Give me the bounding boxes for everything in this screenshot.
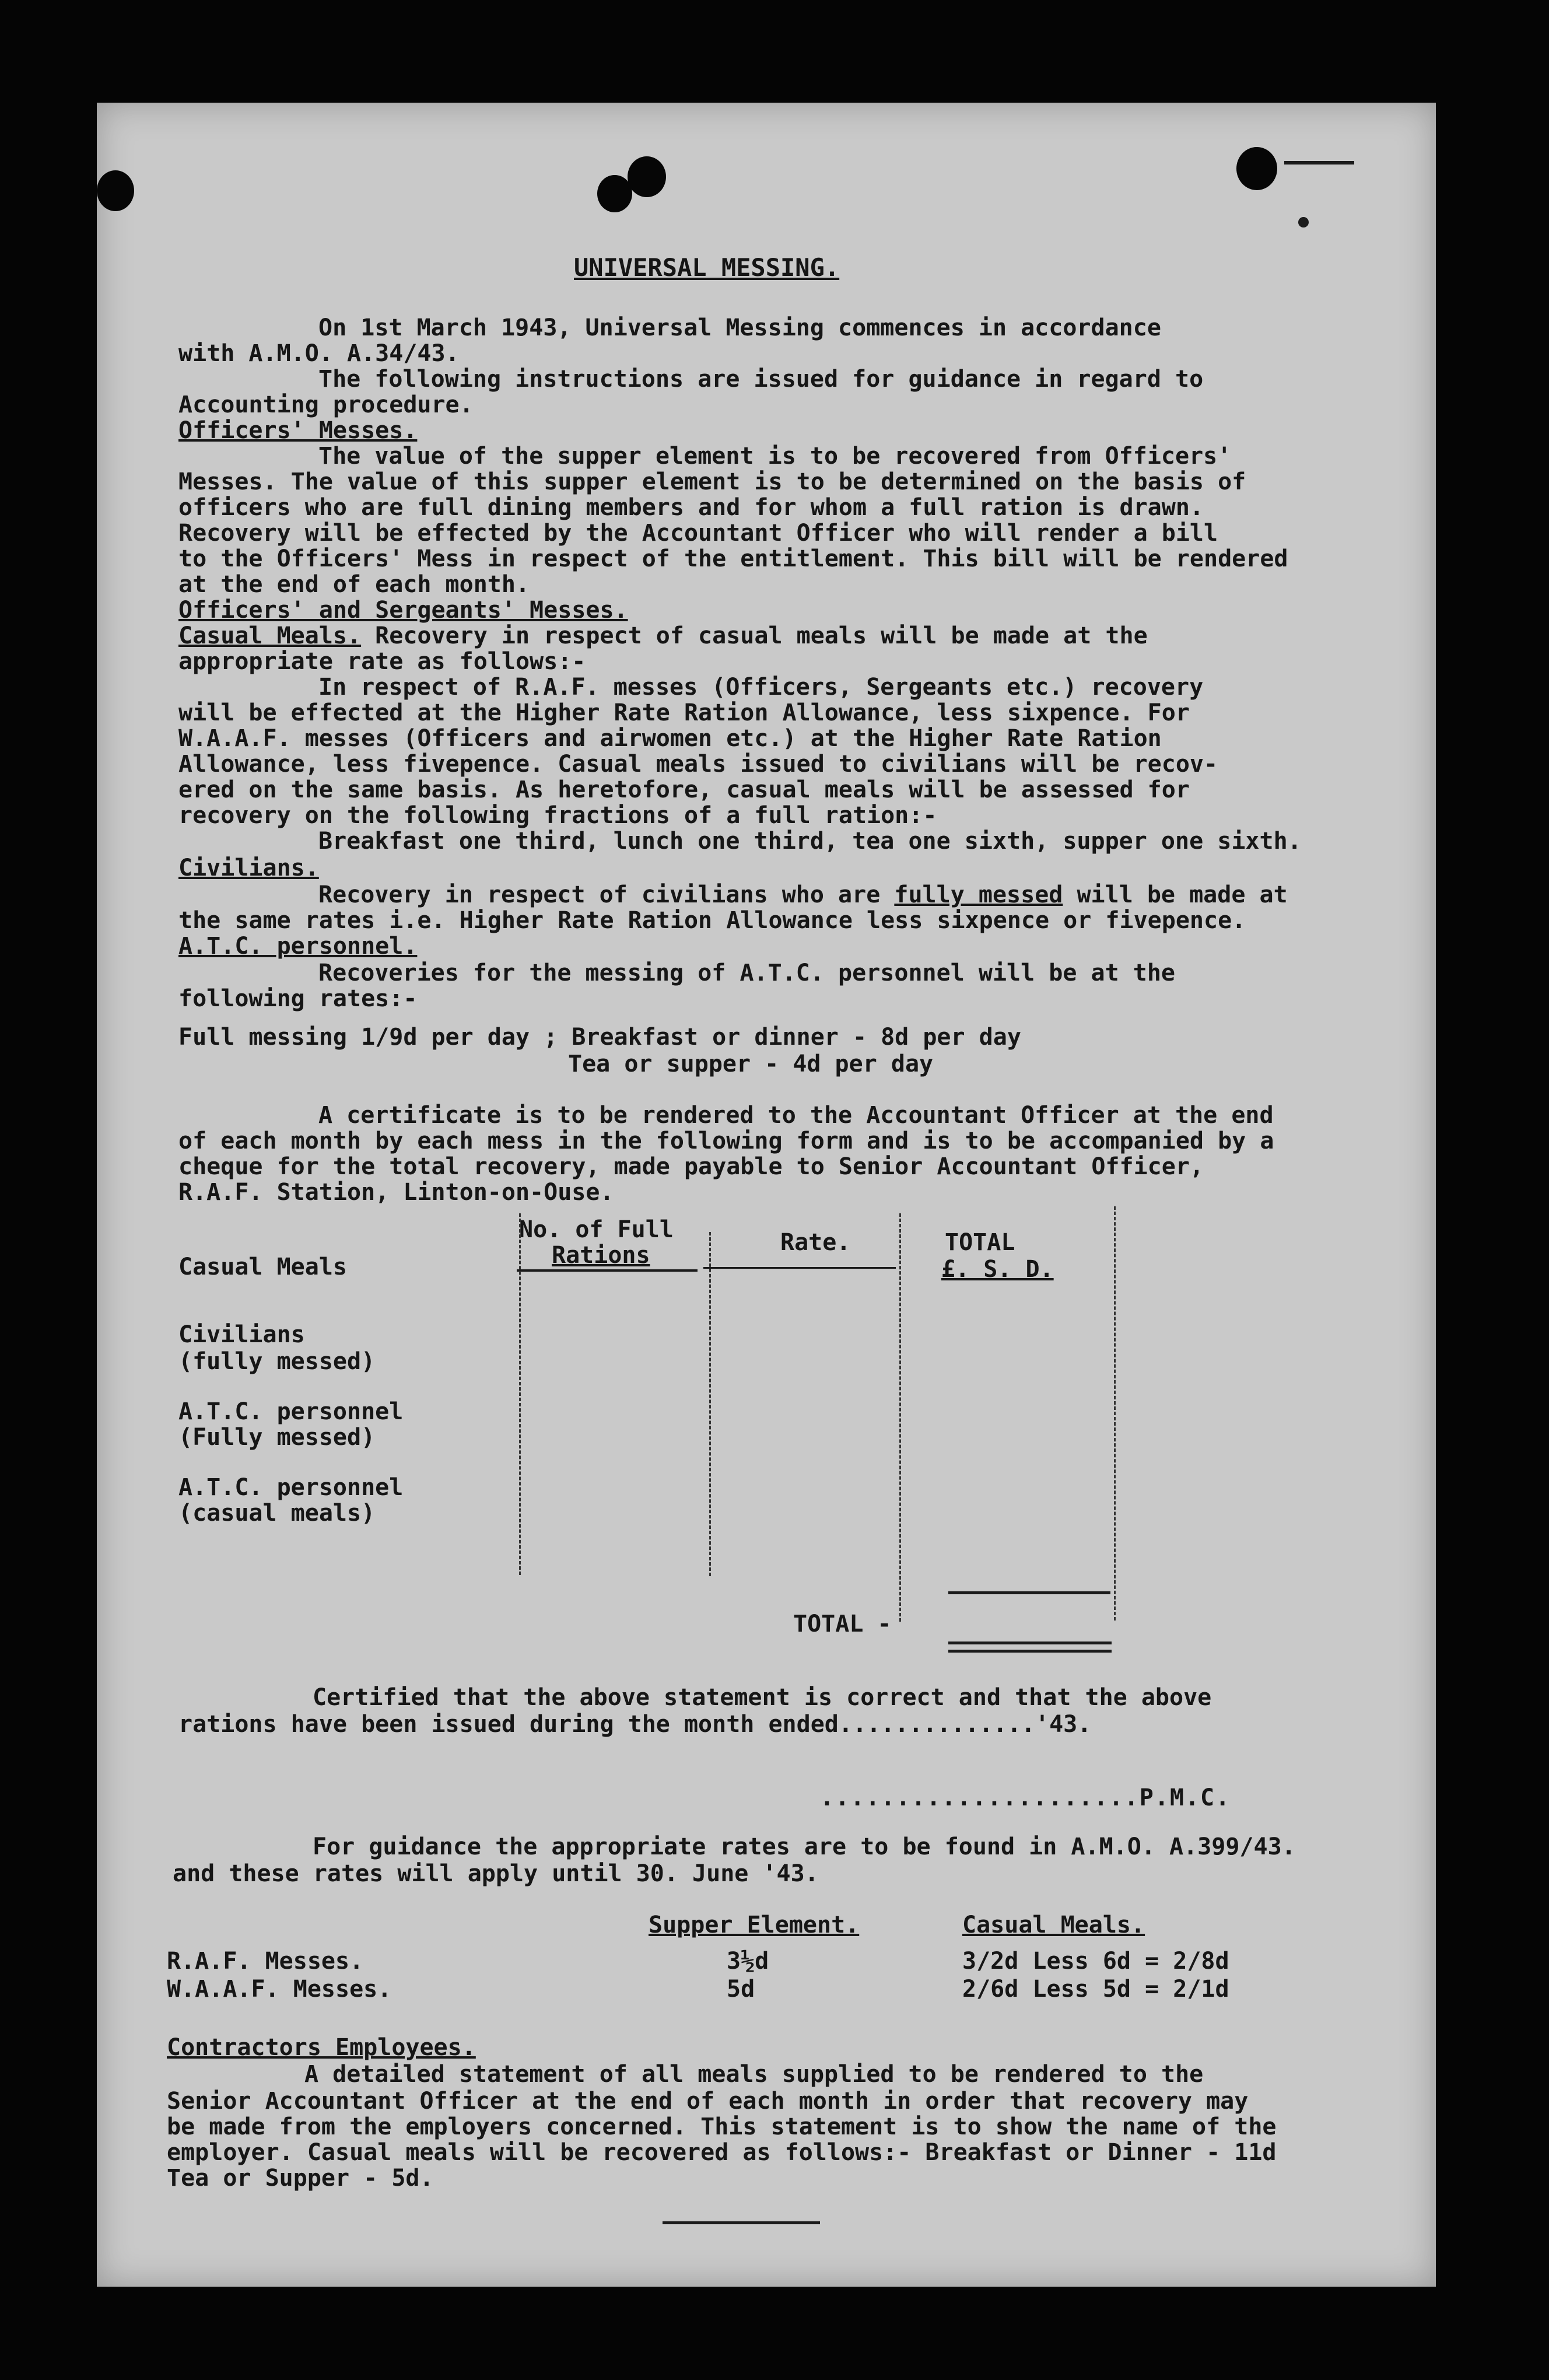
body-line: and these rates will apply until 30. June '43. [173,1860,819,1887]
table-row-label: Civilians [178,1321,305,1348]
total-double-rule [948,1650,1112,1653]
casual-meals-line [178,622,1148,650]
header-rule [517,1269,698,1272]
intro-line: On 1st March 1943, Universal Messing commences in accordance [318,314,1161,341]
punch-hole [597,175,632,212]
atc-rates-line: Full messing 1/9d per day ; Breakfast or dinner - 8d per day [178,1024,1021,1051]
body-line: Senior Accountant Officer at the end of each month in order that recovery may [167,2088,1249,2115]
intro-line: Accounting procedure. [178,391,474,418]
table-row-label: A.T.C. personnel [178,1474,404,1501]
body-line: employer. Casual meals will be recovered as follows:- Breakfast or Dinner - 11d [167,2139,1277,2166]
rates-row-label: W.A.A.F. Messes. [167,1976,392,2003]
body-line: will be effected at the Higher Rate Ration Allowance, less sixpence. For [178,699,1190,726]
signature-line: .....................P.M.C. [820,1784,1231,1811]
rates-row-label: R.A.F. Messes. [167,1948,364,1975]
total-double-rule [948,1642,1112,1644]
atc-rates-line: Tea or supper - 4d per day [568,1051,934,1077]
body-text: Recovery in respect of casual meals will be made at the [361,622,1148,649]
header-rule [703,1267,896,1269]
body-line: Certified that the above statement is correct and that the above [313,1684,1212,1711]
body-line: appropriate rate as follows:- [178,648,586,675]
col-header-rations-2: Rations [552,1242,650,1269]
body-line: recovery on the following fractions of a full ration:- [178,802,937,829]
body-line: The value of the supper element is to be recovered from Officers' [318,443,1232,470]
col-header-rate: Rate. [780,1229,851,1256]
body-line: Breakfast one third, lunch one third, tea one sixth, supper one sixth. [318,828,1302,855]
end-rule [663,2221,820,2224]
table-column-line [709,1232,711,1576]
body-line: Tea or Supper - 5d. [167,2165,434,2192]
rates-col-casual: Casual Meals. [962,1912,1145,1938]
page-title: UNIVERSAL MESSING. [574,253,840,282]
body-line: be made from the employers concerned. This statement is to show the name of the [167,2113,1277,2140]
rates-col-supper: Supper Element. [649,1912,860,1938]
body-line: to the Officers' Mess in respect of the entitlement. This bill will be rendered [178,545,1288,572]
section-heading-civilians: Civilians. [178,855,319,881]
section-heading-atc: A.T.C. personnel. [178,933,418,960]
section-heading-officers-messes: Officers' Messes. [178,417,418,444]
table-row-label: (fully messed) [178,1348,376,1375]
body-line: ered on the same basis. As heretofore, casual meals will be assessed for [178,776,1190,803]
col-header-rations: No. of Full [519,1216,674,1243]
body-line: Messes. The value of this supper element is to be determined on the basis of [178,468,1246,495]
body-line: following rates:- [178,985,418,1012]
body-line: of each month by each mess in the following form and is to be accompanied by a [178,1128,1274,1154]
rates-row-supper: 5d [727,1976,755,2003]
body-line: rations have been issued during the month ended..............'43. [178,1711,1092,1738]
document-page [97,103,1436,2287]
fully-messed-emphasis: fully messed [894,881,1063,908]
ink-mark [1298,217,1309,228]
body-line: W.A.A.F. messes (Officers and airwomen etc.) at the Higher Rate Ration [178,725,1162,752]
body-text: will be made at [1063,881,1288,908]
rates-row-supper: 3½d [727,1948,769,1975]
table-column-line [519,1213,521,1575]
body-line: R.A.F. Station, Linton-on-Ouse. [178,1179,614,1206]
punch-hole [97,170,134,211]
table-total-label: TOTAL - [793,1611,892,1637]
section-heading-officers-sergeants: Officers' and Sergeants' Messes. [178,597,628,624]
body-line: officers who are full dining members and for whom a full ration is drawn. [178,494,1204,521]
rates-row-casual: 2/6d Less 5d = 2/1d [962,1976,1229,2003]
table-column-line [1114,1206,1116,1620]
punch-hole [1236,147,1277,190]
table-row-header: Casual Meals [178,1254,347,1280]
body-line: For guidance the appropriate rates are to be found in A.M.O. A.399/43. [313,1833,1296,1860]
table-column-line [899,1213,901,1622]
col-header-lsd: £. S. D. [941,1256,1054,1283]
body-line: In respect of R.A.F. messes (Officers, Sergeants etc.) recovery [318,674,1204,701]
table-row-label: (Fully messed) [178,1424,376,1451]
col-header-total: TOTAL [945,1229,1015,1256]
intro-line: The following instructions are issued for guidance in regard to [318,366,1204,393]
table-row-label: (casual meals) [178,1500,376,1527]
ink-mark [1284,161,1354,164]
rates-row-casual: 3/2d Less 6d = 2/8d [962,1948,1229,1975]
body-line: A certificate is to be rendered to the Accountant Officer at the end [318,1102,1274,1129]
body-line: the same rates i.e. Higher Rate Ration Allowance less sixpence or fivepence. [178,907,1246,934]
table-row-label: A.T.C. personnel [178,1398,404,1425]
section-heading-contractors: Contractors Employees. [167,2034,476,2061]
body-line: A detailed statement of all meals supplied to be rendered to the [304,2061,1204,2088]
section-heading-casual-meals: Casual Meals. [178,622,362,649]
body-line: Recovery will be effected by the Accountant Officer who will render a bill [178,520,1218,547]
punch-hole [628,156,666,197]
body-line: cheque for the total recovery, made payable to Senior Accountant Officer, [178,1153,1204,1180]
body-text: Recovery in respect of civilians who are [318,881,895,908]
body-line: at the end of each month. [178,571,530,598]
body-line: Allowance, less fivepence. Casual meals issued to civilians will be recov- [178,751,1218,778]
intro-line: with A.M.O. A.34/43. [178,340,460,367]
subtotal-rule [948,1591,1110,1594]
civilians-line [318,881,1288,909]
body-line: Recoveries for the messing of A.T.C. personnel will be at the [318,960,1176,986]
